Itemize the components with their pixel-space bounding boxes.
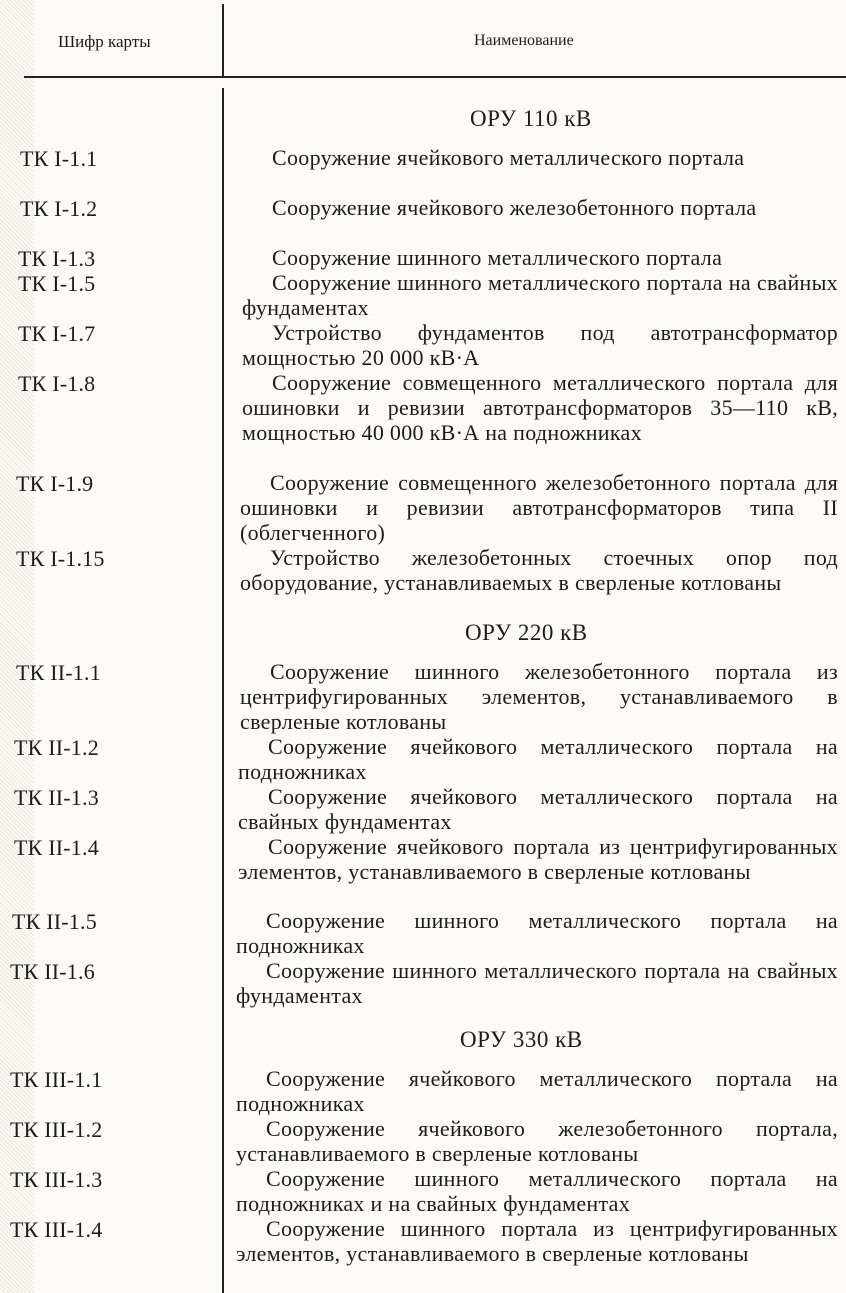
row-code: ТК II-1.5 [12,909,97,934]
row-code: ТК I-1.15 [16,546,105,571]
row-name: Сооружение ячейкового металлического портала [272,145,745,170]
row-name: Сооружение шинного металлического портала на свайных фундаментах [242,270,838,320]
row-code: ТК I-1.8 [18,371,96,396]
row-name: Сооружение ячейкового металлического портала на подножниках [236,1066,838,1116]
section-title-110: ОРУ 110 кВ [470,106,592,131]
row-name: Сооружение совмещенного железобетонного портала для ошиновки и ревизии автотрансформаторов типа II (облегченного) [240,470,838,545]
row-code: ТК I-1.1 [20,146,98,171]
row-code: ТК III-1.2 [10,1117,103,1142]
row-name: Сооружение шинного металлического портала [272,245,723,270]
table-header [0,0,846,76]
row-code: ТК II-1.2 [14,735,99,760]
scan-edge-shading [0,0,34,1293]
row-code: ТК II-1.3 [14,785,99,810]
row-code: ТК II-1.6 [10,959,95,984]
row-code: ТК II-1.1 [16,660,101,685]
row-code: ТК III-1.4 [10,1217,103,1242]
row-name: Сооружение шинного металлического портала на подножниках и на свайных фундаментах [236,1166,838,1216]
row-code: ТК III-1.3 [10,1167,103,1192]
section-title-330: ОРУ 330 кВ [460,1027,583,1052]
header-rule [24,76,846,78]
row-name: Сооружение шинного железобетонного портала из центрифугированных элементов, устанавливаемого в сверленые котлованы [240,659,838,734]
row-name: Сооружение ячейкового портала из центрифугированных элементов, устанавливаемого в сверленые котлованы [238,834,838,884]
column-divider [222,88,224,1293]
row-name: Сооружение ячейкового железобетонного портала [272,195,757,220]
row-code: ТК II-1.4 [14,835,99,860]
row-code: ТК III-1.1 [10,1067,103,1092]
row-name: Устройство железобетонных стоечных опор под оборудование, устанавливаемых в сверленые котлованы [240,545,838,595]
row-code: ТК I-1.3 [18,246,96,271]
row-name: Сооружение ячейкового железобетонного портала, устанавливаемого в сверленые котлованы [236,1116,838,1166]
header-name-column: Наименование [474,32,574,49]
row-code: ТК I-1.2 [20,196,98,221]
section-title-220: ОРУ 220 кВ [465,620,588,645]
row-name: Устройство фундаментов под автотрансформатор мощностью 20 000 кВ·А [242,320,838,370]
row-code: ТК I-1.7 [18,321,96,346]
row-name: Сооружение совмещенного металлического портала для ошиновки и ревизии автотрансформаторов 35—110 кВ, мощностью 40 000 кВ·А на подножниках [242,370,838,445]
row-name: Сооружение ячейкового металлического портала на подножниках [238,734,838,784]
row-name: Сооружение шинного металлического портала на свайных фундаментах [236,958,838,1008]
row-name: Сооружение шинного портала из центрифугированных элементов, устанавливаемого в сверленые котлованы [236,1216,838,1266]
header-column-divider [222,4,224,76]
row-name: Сооружение шинного металлического портала на подножниках [236,908,838,958]
header-code-column: Шифр карты [58,32,151,51]
row-code: ТК I-1.5 [18,271,96,296]
row-code: ТК I-1.9 [16,471,94,496]
row-name: Сооружение ячейкового металлического портала на свайных фундаментах [238,784,838,834]
